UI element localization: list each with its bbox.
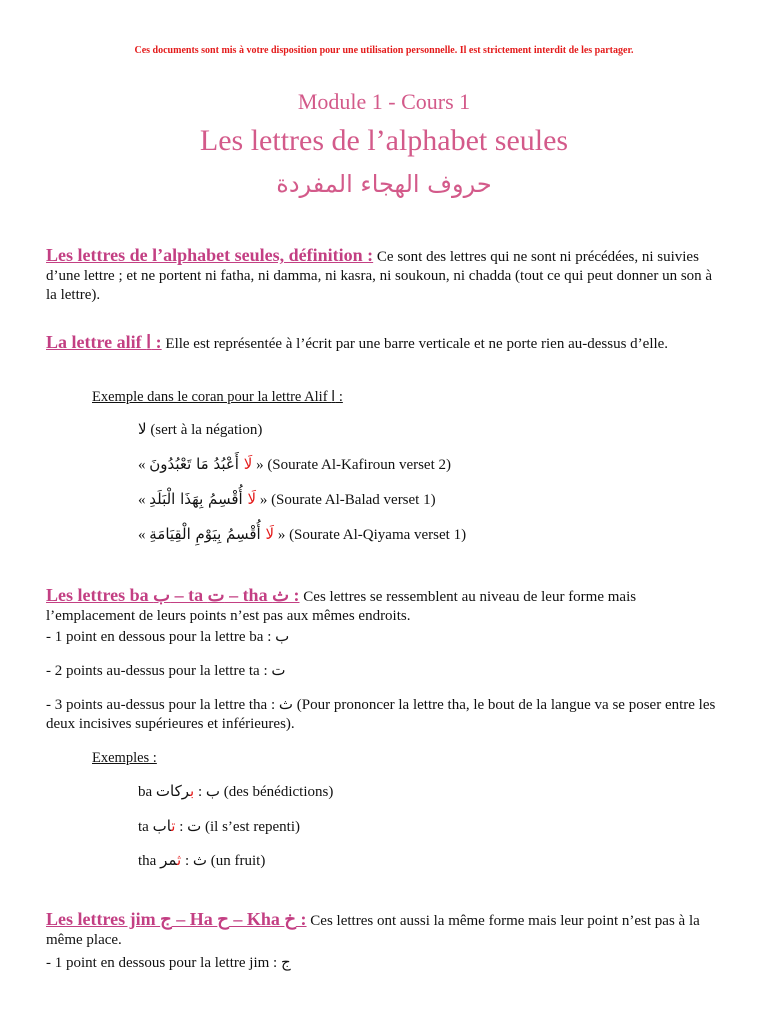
ba-heading: Les lettres ba ب – ta ت – tha ث : — [46, 585, 300, 605]
alif-paragraph — [46, 333, 722, 354]
alif-example-2-arabic: أَعْبُدُ مَا تَعْبُدُونَ — [149, 455, 244, 473]
jim-line-1: - 1 point en dessous pour la lettre jim : ج — [46, 955, 291, 971]
ba-example-2-rest: : ت (il s’est repenti) — [175, 819, 300, 835]
ba-example-1-latin: ba — [138, 784, 156, 800]
copyright-notice: Ces documents sont mis à votre disposition pour une utilisation personnelle. Il est strictement interdit de les partager. — [134, 45, 634, 56]
ba-example-3-latin: tha — [138, 853, 161, 869]
definition-text: Ce sont des lettres qui ne sont ni précédées, ni suivies d’une lettre ; et ne portent ni fatha, ni damma, ni kasra, ni soukoun, ni chadda (tout ce qui peut donner un son à la lettre). — [46, 249, 713, 303]
jim-text: Ces lettres ont aussi la même forme mais leur point n’est pas à la même place. — [46, 913, 700, 948]
ba-example-1-red: ب — [190, 782, 195, 800]
ba-paragraph — [46, 586, 722, 626]
alif-heading: La lettre alif ا : — [46, 332, 162, 352]
alif-example-1 — [138, 420, 262, 439]
alif-example-2-open: « — [138, 457, 150, 473]
alif-example-4-close: » (Sourate Al-Qiyama verset 1) — [274, 527, 467, 543]
ba-text: Ces lettres se ressemblent au niveau de leur forme mais l’emplacement de leurs points n’est pas aux mêmes endroits. — [46, 589, 637, 624]
ba-examples-heading: Exemples : — [92, 750, 157, 766]
ba-example-1 — [138, 782, 333, 801]
module-heading: Module 1 - Cours 1 — [297, 89, 471, 114]
ba-example-3-rest: : ث (un fruit) — [181, 853, 266, 869]
alif-example-4-open: « — [138, 527, 150, 543]
jim-paragraph — [46, 910, 722, 950]
ba-line-2: - 2 points au-dessus pour la lettre ta : ت — [46, 663, 286, 679]
alif-example-2-red: لَا — [243, 455, 253, 473]
alif-example-1-text: (sert à la négation) — [146, 422, 263, 438]
ba-line-3: - 3 points au-dessus pour la lettre tha : ث (Pour prononcer la lettre tha, le bout de la langue va se poser entre les deux incisives supérieures et inférieures). — [46, 697, 716, 732]
page-title: Les lettres de l’alphabet seules — [199, 124, 569, 157]
ba-example-2-arabic: اب — [152, 817, 172, 835]
ba-example-2 — [138, 817, 300, 836]
ba-example-2-latin: ta — [138, 819, 153, 835]
alif-example-4 — [138, 525, 466, 544]
ba-example-3-arabic: مر — [160, 851, 178, 869]
alif-example-heading: Exemple dans le coran pour la lettre Alif ا : — [92, 389, 343, 405]
definition-heading: Les lettres de l’alphabet seules, définition : — [46, 245, 374, 265]
alif-example-3-open: « — [138, 492, 150, 508]
ba-example-3-red: ث — [177, 851, 182, 869]
arabic-title: حروف الهجاء المفردة — [276, 170, 492, 198]
definition-paragraph — [46, 246, 722, 305]
alif-example-1-arabic: لا — [138, 420, 147, 438]
alif-example-3-close: » (Sourate Al-Balad verset 1) — [256, 492, 436, 508]
ba-line-1: - 1 point en dessous pour la lettre ba : ب — [46, 629, 290, 645]
alif-example-3 — [138, 490, 436, 509]
alif-text: Elle est représentée à l’écrit par une barre verticale et ne porte rien au-dessus d’elle. — [161, 336, 669, 352]
ba-example-1-arabic: ركات — [155, 782, 191, 800]
alif-example-3-red: لَا — [247, 490, 257, 508]
ba-example-3 — [138, 851, 265, 870]
alif-example-2-close: » (Sourate Al-Kafiroun verset 2) — [252, 457, 452, 473]
alif-example-4-arabic: أُقْسِمُ بِيَوْمِ الْقِيَامَةِ — [149, 525, 266, 543]
ba-example-2-red: ت — [171, 817, 176, 835]
alif-example-2 — [138, 455, 451, 474]
alif-example-4-red: لَا — [265, 525, 275, 543]
alif-example-3-arabic: أُقْسِمُ بِهَذَا الْبَلَدِ — [149, 490, 248, 508]
jim-heading: Les lettres jim ج – Ha ح – Kha خ : — [46, 909, 307, 929]
ba-example-1-rest: : ب (des bénédictions) — [194, 784, 334, 800]
